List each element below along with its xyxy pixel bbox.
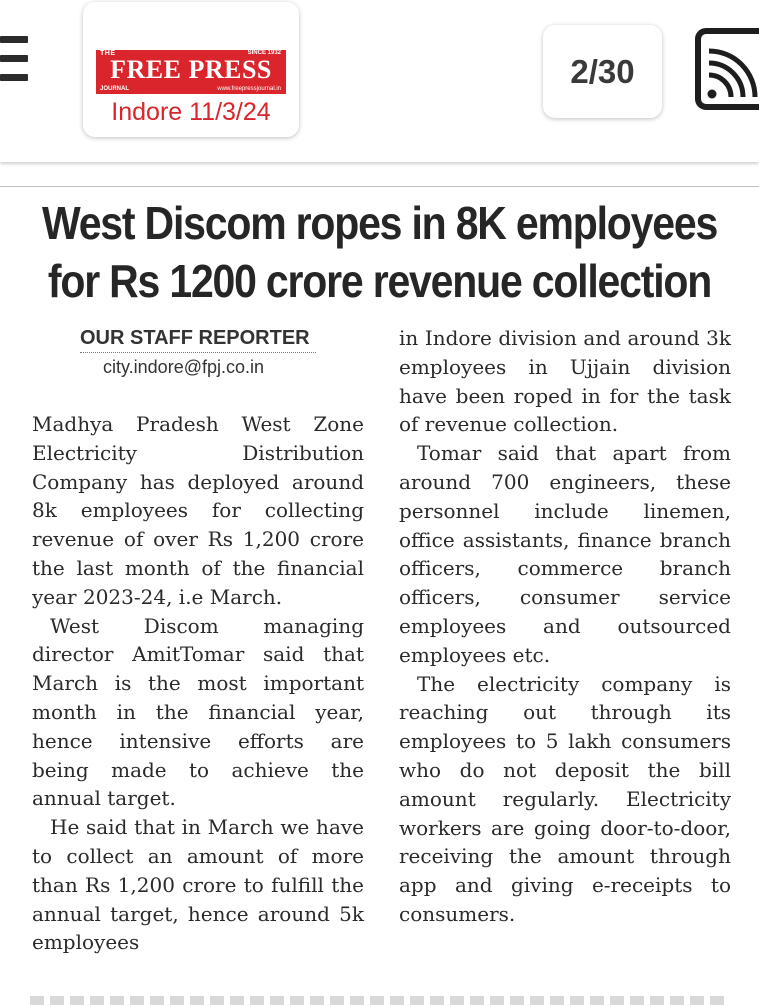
page-counter[interactable]: 2/30 xyxy=(543,25,662,118)
reporter-email: city.indore@fpj.co.in xyxy=(103,357,265,377)
logo-site: www.freepressjournal.in xyxy=(217,86,281,92)
paragraph: Madhya Pradesh West Zone Electricity Distribution Company has deployed around 8k employees for collecting revenue of over Rs 1,200 crore the last month of the financial year 2023-24, i.e March. xyxy=(32,412,364,609)
logo-the: THE xyxy=(100,50,116,57)
article-column-right xyxy=(399,324,731,929)
divider xyxy=(0,186,759,187)
logo-journal: JOURNAL xyxy=(100,86,130,92)
paragraph: The electricity company is reaching out through its employees to 5 lakh consumers who do not deposit the bill amount regularly. Electricity workers are going door-to-door, receiving the amount through app and giving e-receipts to consumers. xyxy=(399,671,731,926)
byline: OUR STAFF REPORTER xyxy=(80,327,316,353)
edition-logo-card[interactable] xyxy=(83,2,299,137)
next-article-strip xyxy=(30,996,730,1005)
headline-line-2: for Rs 1200 crore revenue collection xyxy=(47,255,712,308)
hamburger-menu-icon[interactable] xyxy=(0,36,30,84)
paragraph: in Indore division and around 3k employees in Ujjain division have been roped in for the task of revenue collection. xyxy=(399,326,731,437)
cast-icon[interactable] xyxy=(695,27,759,111)
app-top-bar xyxy=(0,0,759,162)
article-column-left xyxy=(32,410,364,957)
logo-name: FREE PRESS xyxy=(110,55,272,84)
paragraph: Tomar said that apart from around 700 engineers, these personnel include linemen, office assistants, finance branch officers, commerce branch officers, consumer service employees and outsourced employees etc. xyxy=(399,441,731,667)
paragraph: West Discom managing director AmitTomar said that March is the most important month in the financial year, hence intensive efforts are being made to achieve the annual target. xyxy=(32,613,364,811)
edition-label: Indore 11/3/24 xyxy=(111,98,271,126)
free-press-logo xyxy=(96,50,286,94)
logo-since: SINCE 1932 xyxy=(247,50,281,56)
article-headline xyxy=(20,194,739,310)
headline-line-1: West Discom ropes in 8K employees xyxy=(41,197,718,249)
paragraph: He said that in March we have to collect an amount of more than Rs 1,200 crore to fulfill the annual target, hence around 5k employees xyxy=(32,815,364,955)
